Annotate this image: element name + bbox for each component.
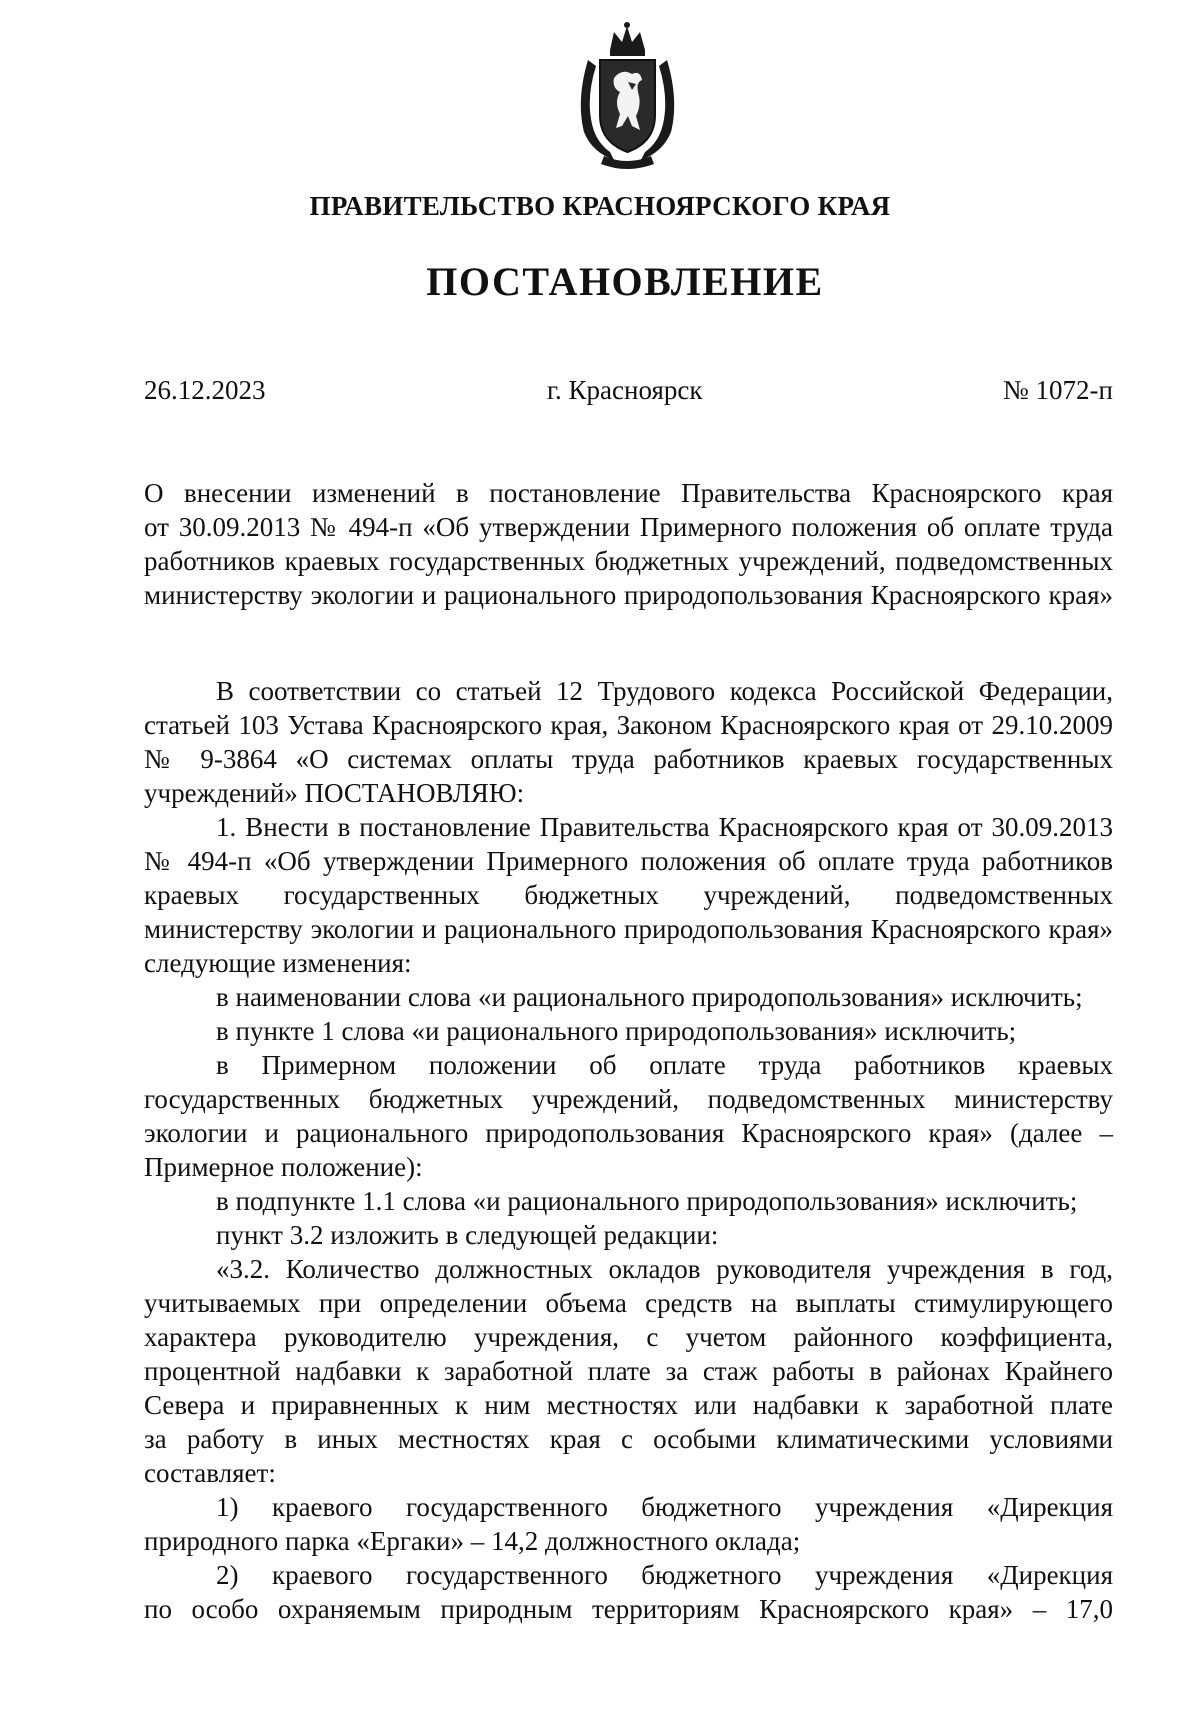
body-line: характера руководителю учреждения, с учетом районного коэффициента,: [144, 1322, 1113, 1352]
body-line: статьей 103 Устава Красноярского края, Законом Красноярского края от 29.10.2009: [144, 710, 1113, 740]
body-line: Севера и приравненных к ним местностях или надбавки к заработной плате: [144, 1390, 1113, 1420]
body-line: 1. Внести в постановление Правительства Красноярского края от 30.09.2013: [216, 812, 1113, 842]
body-line: пункт 3.2 изложить в следующей редакции:: [216, 1220, 719, 1250]
body-line: Примерное положение):: [144, 1152, 423, 1182]
body-line: № 494-п «Об утверждении Примерного положения об оплате труда работников: [144, 846, 1113, 876]
body-line: в пункте 1 слова «и рационального природопользования» исключить;: [216, 1016, 1017, 1046]
body-line: краевых государственных бюджетных учреждений, подведомственных: [144, 880, 1113, 910]
body-line: учреждений» ПОСТАНОВЛЯЮ:: [144, 778, 525, 808]
body-line: в подпункте 1.1 слова «и рационального природопользования» исключить;: [216, 1186, 1078, 1216]
body-line: природного парка «Ергаки» – 14,2 должностного оклада;: [144, 1526, 801, 1556]
body-line: экологии и рационального природопользования Красноярского края» (далее –: [144, 1118, 1113, 1148]
coat-of-arms-icon: [570, 20, 685, 170]
body-line: «3.2. Количество должностных окладов руководителя учреждения в год,: [216, 1254, 1113, 1284]
subject-line: О внесении изменений в постановление Правительства Красноярского края: [144, 478, 1113, 508]
body-line: 2) краевого государственного бюджетного учреждения «Дирекция: [216, 1560, 1113, 1590]
document-body: [144, 674, 1113, 1626]
body-line: министерству экологии и рационального природопользования Красноярского края»: [144, 914, 1113, 944]
body-line: за работу в иных местностях края с особыми климатическими условиями: [144, 1424, 1113, 1454]
body-line: государственных бюджетных учреждений, подведомственных министерству: [144, 1084, 1113, 1114]
body-line: в Примерном положении об оплате труда работников краевых: [216, 1050, 1113, 1080]
document-subject: [144, 476, 1113, 612]
body-line: составляет:: [144, 1458, 276, 1488]
body-line: следующие изменения:: [144, 948, 412, 978]
subject-line: министерству экологии и рационального природопользования Красноярского края»: [144, 580, 1113, 610]
body-line: № 9-3864 «О системах оплаты труда работников краевых государственных: [144, 744, 1113, 774]
body-line: процентной надбавки к заработной плате за стаж работы в районах Крайнего: [144, 1356, 1113, 1386]
body-line: 1) краевого государственного бюджетного учреждения «Дирекция: [216, 1492, 1113, 1522]
document-date: 26.12.2023: [144, 375, 266, 405]
body-line: в наименовании слова «и рационального природопользования» исключить;: [216, 982, 1083, 1012]
body-line: В соответствии со статьей 12 Трудового кодекса Российской Федерации,: [216, 676, 1113, 706]
subject-line: от 30.09.2013 № 494-п «Об утверждении Примерного положения об оплате труда: [144, 512, 1113, 542]
document-number: № 1072-п: [1003, 375, 1113, 405]
body-line: учитываемых при определении объема средств на выплаты стимулирующего: [144, 1288, 1113, 1318]
document-city: г. Красноярск: [547, 375, 703, 405]
organization-title: ПРАВИТЕЛЬСТВО КРАСНОЯРСКОГО КРАЯ: [309, 191, 891, 221]
document-type-title: ПОСТАНОВЛЕНИЕ: [426, 259, 824, 304]
body-line: по особо охраняемым природным территориям Красноярского края» – 17,0: [144, 1594, 1113, 1624]
subject-line: работников краевых государственных бюджетных учреждений, подведомственных: [144, 546, 1113, 576]
